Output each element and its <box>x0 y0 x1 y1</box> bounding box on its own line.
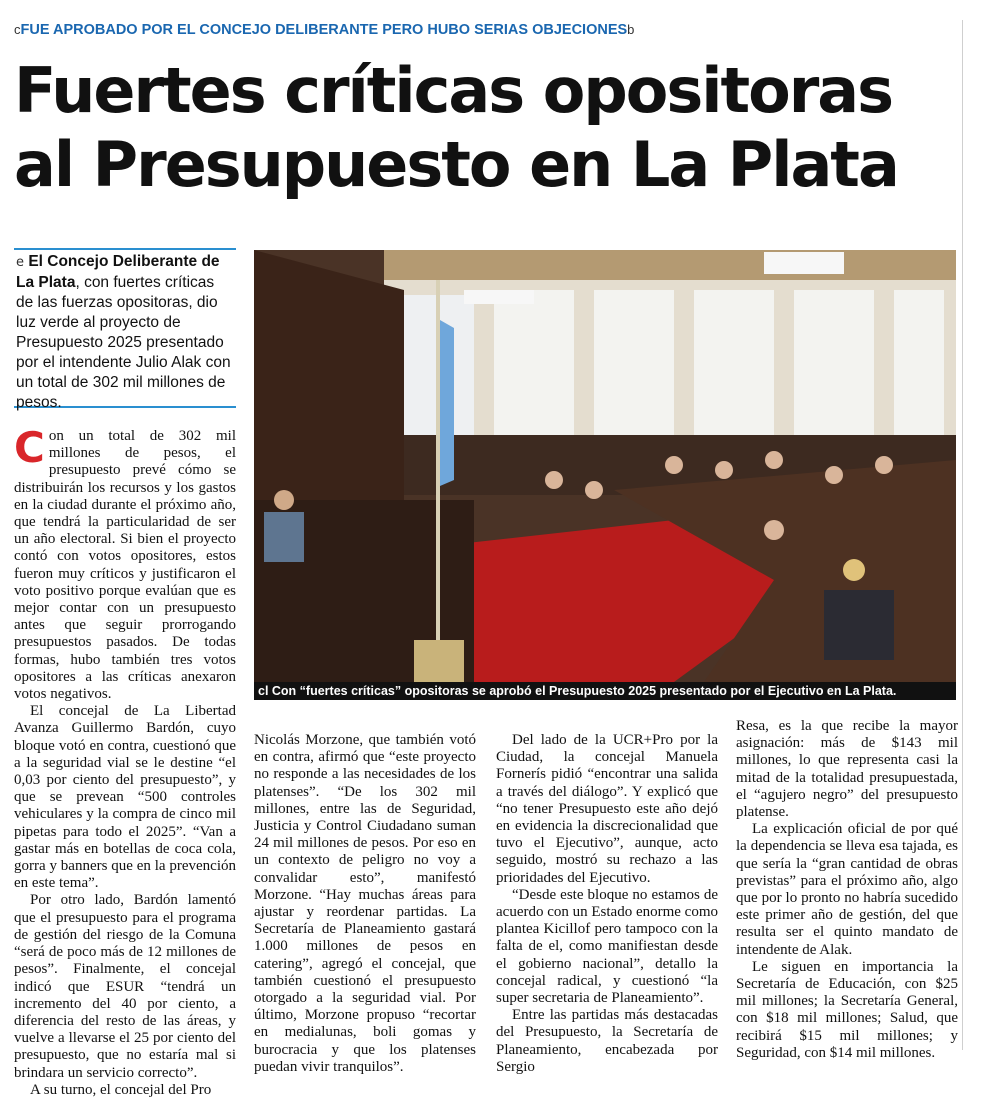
body-column-1 <box>14 423 236 1099</box>
council-session-photo <box>254 250 956 682</box>
article-headline <box>14 54 964 202</box>
body-column-4 <box>736 718 958 1062</box>
lead-mark: e <box>16 255 24 270</box>
paragraph: Por otro lado, Bardón lamentó que el presupuesto para el programa de gestión del riesgo de la Comuna “será de poco más de 12 millones de pesos”. Finalmente, el concejal indicó que ESUR “tendrá un incremento del 40 por ciento, a diferencia del resto de las áreas, y vuelve a llevarse el 25 por ciento del presupuesto, que no estaría mal si brindara un servicio correcto”. <box>14 892 236 1081</box>
paragraph-text: on un total de 302 mil millones de pesos, el presupuesto prevé cómo se distribuirán los recursos y los gastos en la ciudad durante el próximo año, que tendrá la particularidad de ser un año electoral. Si bien el proyecto contó con votos opositores, estos fueron muy críticos y justificaron el voto positivo porque evalúan que es mejor contar con un presupuesto antes que seguir prorrogando presupuestos pasados. De todas formas, hubo también tres votos opositores a las críticas anexaron votos negativos. <box>14 428 236 703</box>
paragraph <box>14 423 236 703</box>
article-lead <box>14 248 236 411</box>
paragraph: Del lado de la UCR+Pro por la Ciudad, la concejal Manuela Fornerís pidió “encontrar una salida a través del diálogo”. Y explicó que “no tener Presupuesto este año dejó en evidencia la discrecionalidad que tuvo el Ejecutivo”, aunque, acto seguido, mostró su rechazo a las prioridades del Ejecutivo. <box>496 732 718 886</box>
paragraph: Le siguen en importancia la Secretaría de Educación, con $25 mil millones; la Secretaría General, con $18 mil millones; Salud, que recibirá $15 mil millones; y Seguridad, con $14 mil millones. <box>736 958 958 1061</box>
kicker-left-mark: c <box>14 22 21 37</box>
paragraph: El concejal de La Libertad Avanza Guillermo Bardón, cuyo bloque votó en contra, cuestionó que a la seguridad vial se le destine “el 0,03 por ciento del presupuesto”, y que se prevean “500 controles vehiculares y la compra de cinco mil pipetas para todo el 2025”. “Van a gastar más en botellas de coca cola, gorra y banners que en la prevención en este tema”. <box>14 703 236 892</box>
headline-line-2: al Presupuesto en La Plata <box>14 128 898 201</box>
lead-text: , con fuertes críticas de las fuerzas opositoras, dio luz verde al proyecto de Presupuesto 2025 presentado por el intendente Julio Alak con un total de 302 mil millones de pesos. <box>16 274 231 411</box>
drop-cap: C <box>14 423 45 472</box>
paragraph: Resa, es la que recibe la mayor asignación: más de $143 mil millones, lo que representa casi la mitad de la totalidad presupuestada, el “agujero negro” del presupuesto platense. <box>736 718 958 821</box>
kicker-text: FUE APROBADO POR EL CONCEJO DELIBERANTE PERO HUBO SERIAS OBJECIONES <box>20 22 628 38</box>
kicker-right-mark: b <box>627 22 635 37</box>
paragraph: “Desde este bloque no estamos de acuerdo con un Estado enorme como plantea Kicillof pero tampoco con la falta de el, como manifiestan desde el gobierno nacional”, detallo la concejal radical, y cuestionó “la super secretaria de Planeamiento”. <box>496 886 719 1007</box>
paragraph: Entre las partidas más destacadas del Presupuesto, la Secretaría de Planeamiento, encabezada por Sergio <box>496 1007 718 1075</box>
article-kicker <box>14 22 634 38</box>
photo-caption: cl Con “fuertes críticas” opositoras se aprobó el Presupuesto 2025 presentado por el Ejecutivo en La Plata. <box>254 682 956 700</box>
paragraph: A su turno, el concejal del Pro <box>30 1081 212 1098</box>
council-session-illustration <box>254 250 956 682</box>
body-column-3 <box>496 732 718 1076</box>
headline-line-1: Fuertes críticas opositoras <box>14 54 893 127</box>
column-divider <box>962 20 963 1050</box>
paragraph: Nicolás Morzone, que también votó en contra, afirmó que “este proyecto no responde a las necesidades de los platenses”. “De los 302 mil millones, entre las de Seguridad, Justicia y Control Ciudadano suman 24 mil millones de pesos. Por eso en un contexto de peligro no voy a convalidar esto”, manifestó Morzone. “Hay muchas áreas para ajustar y reordenar partidas. La Secretaría de Planeamiento gastará 1.000 millones de pesos en catering”, agregó el concejal, que también cuestionó el presupuesto otorgado a la seguridad vial. Por último, Morzone propuso “recortar en medialunas, boli gomas y burocracia y que los platenses puedan vivir tranquilos”. <box>254 732 476 1075</box>
body-column-2 <box>254 732 476 1076</box>
paragraph: La explicación oficial de por qué la dependencia se lleva esa tajada, es que sería la “gran cantidad de obras previstas” para el próximo año, algo que por lo pronto no habría sucedido este primer año de gestión, del que resulta ser el quinto mandato de intendente de Alak. <box>736 821 958 958</box>
lead-bold-text: El Concejo Deliberante de La Plata <box>16 253 220 291</box>
